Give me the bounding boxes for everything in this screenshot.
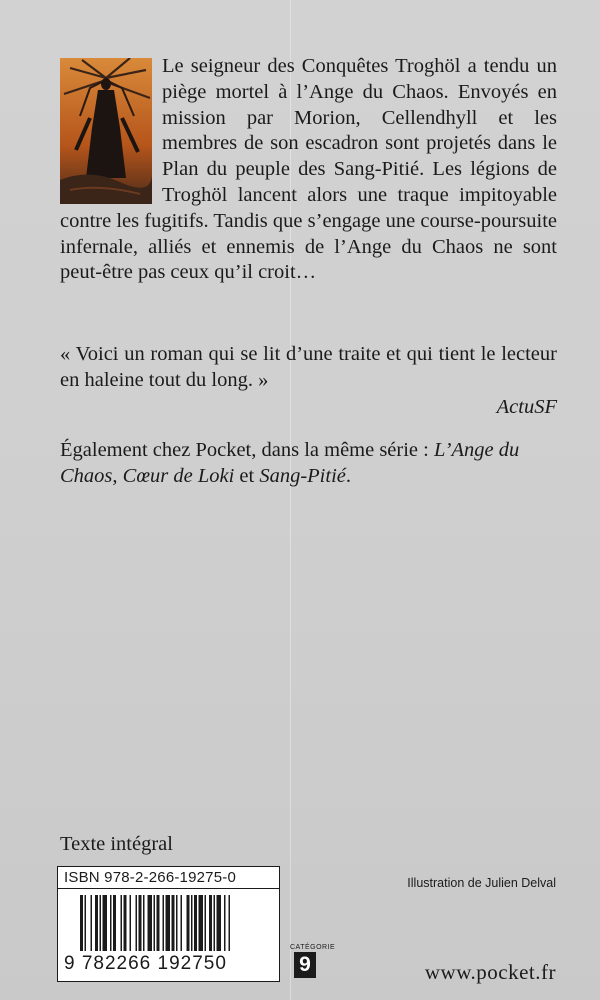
summary-text: Le seigneur des Conquêtes Troghöl a tendu un piège mortel à l’Ange du Chaos. Envoyés en mission par Morion, Cellendhyll et les membres de son escadron sont projetés dans le Plan du peuple des Sang-Pitié. Les légions de Troghöl lancent alors une traque impitoyable contre les fugitifs. Tandis que s’engage une course-poursuite infernale, alliés et ennemis de l’Ange du Chaos ne sont peut-être pas ceux qu’il croit… bbox=[60, 55, 557, 284]
series-intro: Également chez Pocket, dans la même série : bbox=[60, 439, 434, 461]
quote-source: ActuSF bbox=[496, 396, 557, 418]
barcode-bars bbox=[80, 895, 276, 951]
illustration-credit: Illustration de Julien Delval bbox=[407, 876, 556, 890]
ean-digits: 9 782266 192750 bbox=[64, 953, 227, 974]
same-series-note: Également chez Pocket, dans la même série : L’Ange du Chaos, Cœur de Loki et Sang-Pitié. bbox=[60, 439, 520, 487]
edition-mention: Texte intégral bbox=[60, 833, 173, 855]
category-label: CATÉGORIE bbox=[290, 944, 336, 951]
series-title-3: Sang-Pitié bbox=[259, 464, 346, 487]
category-badge bbox=[290, 944, 336, 978]
isbn-number: ISBN 978-2-266-19275-0 bbox=[58, 867, 279, 889]
press-quote: « Voici un roman qui se lit d’une traite et qui tient le lecteur en haleine tout du long. » bbox=[60, 343, 557, 391]
series-title-2: Cœur de Loki bbox=[122, 464, 235, 487]
publisher-website: www.pocket.fr bbox=[424, 960, 556, 984]
series-title-1: L’Ange du Chaos bbox=[60, 439, 520, 487]
isbn-barcode bbox=[57, 866, 280, 982]
category-number: 9 bbox=[294, 952, 316, 978]
